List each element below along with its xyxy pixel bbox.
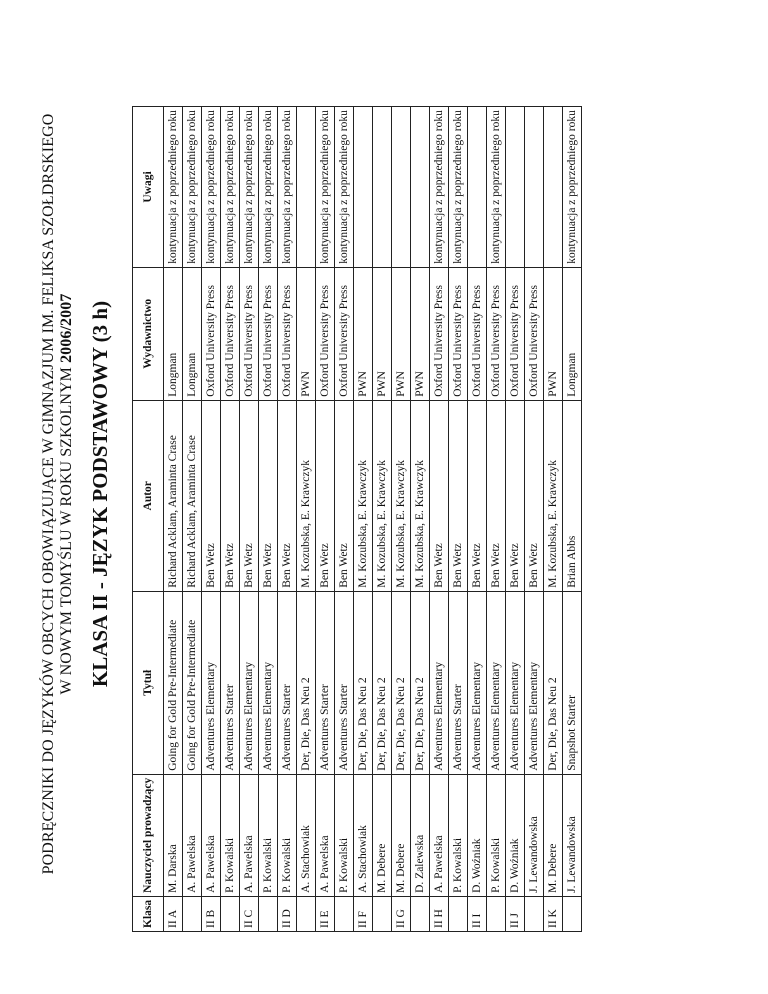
cell-uwagi: kontynuacja z poprzedniego roku: [164, 107, 183, 268]
cell-tytul: Adventures Elementary: [468, 591, 487, 774]
document-header: [40, 54, 76, 934]
cell-tytul: Adventures Elementary: [506, 591, 525, 774]
cell-autor: Brian Abbs: [563, 400, 582, 591]
cell-tytul: Snapshot Starter: [563, 591, 582, 774]
cell-wydawnictwo: Oxford University Press: [468, 267, 487, 400]
table-row: [544, 107, 563, 932]
cell-klasa: II G: [392, 896, 411, 931]
table-row: [259, 107, 278, 932]
cell-uwagi: [525, 107, 544, 268]
cell-autor: Ben Wetz: [449, 400, 468, 591]
cell-wydawnictwo: Longman: [183, 267, 202, 400]
table-row: [202, 107, 221, 932]
table-row: [335, 107, 354, 932]
cell-tytul: Adventures Starter: [335, 591, 354, 774]
table-row: [487, 107, 506, 932]
cell-nauczyciel: A. Pawelska: [202, 774, 221, 896]
table-row: [354, 107, 373, 932]
table-row: [297, 107, 316, 932]
cell-wydawnictwo: Oxford University Press: [449, 267, 468, 400]
cell-uwagi: kontynuacja z poprzedniego roku: [278, 107, 297, 268]
cell-wydawnictwo: Oxford University Press: [487, 267, 506, 400]
cell-nauczyciel: J. Lewandowska: [525, 774, 544, 896]
cell-uwagi: [411, 107, 430, 268]
cell-klasa: II C: [240, 896, 259, 931]
cell-uwagi: [392, 107, 411, 268]
cell-autor: Ben Wetz: [335, 400, 354, 591]
table-row: [240, 107, 259, 932]
cell-nauczyciel: D. Woźniak: [468, 774, 487, 896]
cell-wydawnictwo: Oxford University Press: [221, 267, 240, 400]
cell-nauczyciel: M. Darska: [164, 774, 183, 896]
cell-klasa: II I: [468, 896, 487, 931]
table-row: [221, 107, 240, 932]
cell-uwagi: [297, 107, 316, 268]
cell-klasa: [449, 896, 468, 931]
cell-klasa: II J: [506, 896, 525, 931]
cell-uwagi: kontynuacja z poprzedniego roku: [183, 107, 202, 268]
cell-autor: Ben Wetz: [221, 400, 240, 591]
cell-wydawnictwo: Oxford University Press: [506, 267, 525, 400]
cell-nauczyciel: P. Kowalski: [487, 774, 506, 896]
school-year: 2006/2007: [58, 293, 75, 363]
cell-klasa: [297, 896, 316, 931]
table-row: [373, 107, 392, 932]
table-row: [183, 107, 202, 932]
header-autor: Autor: [133, 400, 164, 591]
cell-wydawnictwo: Oxford University Press: [240, 267, 259, 400]
cell-uwagi: kontynuacja z poprzedniego roku: [563, 107, 582, 268]
table-header-row: [133, 107, 164, 932]
cell-klasa: II E: [316, 896, 335, 931]
cell-klasa: [487, 896, 506, 931]
cell-nauczyciel: A. Pawelska: [183, 774, 202, 896]
cell-wydawnictwo: Oxford University Press: [430, 267, 449, 400]
cell-tytul: Adventures Starter: [316, 591, 335, 774]
cell-tytul: Going for Gold Pre-Intermediate: [183, 591, 202, 774]
cell-nauczyciel: M. Debere: [373, 774, 392, 896]
cell-tytul: Adventures Elementary: [240, 591, 259, 774]
cell-klasa: II A: [164, 896, 183, 931]
table-row: [164, 107, 183, 932]
header-line-2: [58, 54, 76, 934]
cell-tytul: Adventures Starter: [221, 591, 240, 774]
cell-tytul: Adventures Starter: [449, 591, 468, 774]
cell-autor: M. Kozubska, E. Krawczyk: [392, 400, 411, 591]
cell-autor: Richard Acklam, Araminta Crase: [164, 400, 183, 591]
cell-nauczyciel: A. Pawelska: [240, 774, 259, 896]
cell-uwagi: kontynuacja z poprzedniego roku: [449, 107, 468, 268]
cell-tytul: Der, Die, Das Neu 2: [392, 591, 411, 774]
cell-tytul: Adventures Elementary: [430, 591, 449, 774]
cell-nauczyciel: P. Kowalski: [449, 774, 468, 896]
cell-tytul: Going for Gold Pre-Intermediate: [164, 591, 183, 774]
cell-tytul: Adventures Starter: [278, 591, 297, 774]
table-row: [392, 107, 411, 932]
cell-uwagi: kontynuacja z poprzedniego roku: [202, 107, 221, 268]
cell-uwagi: [544, 107, 563, 268]
cell-wydawnictwo: Oxford University Press: [335, 267, 354, 400]
cell-wydawnictwo: Oxford University Press: [259, 267, 278, 400]
table-row: [468, 107, 487, 932]
cell-autor: M. Kozubska, E. Krawczyk: [354, 400, 373, 591]
cell-autor: Ben Wetz: [468, 400, 487, 591]
cell-nauczyciel: A. Pawelska: [430, 774, 449, 896]
table-row: [506, 107, 525, 932]
cell-uwagi: [373, 107, 392, 268]
header-wydawnictwo: Wydawnictwo: [133, 267, 164, 400]
cell-autor: Ben Wetz: [430, 400, 449, 591]
cell-wydawnictwo: PWN: [354, 267, 373, 400]
cell-nauczyciel: J. Lewandowska: [563, 774, 582, 896]
cell-wydawnictwo: Oxford University Press: [278, 267, 297, 400]
cell-autor: M. Kozubska, E. Krawczyk: [297, 400, 316, 591]
cell-autor: Ben Wetz: [525, 400, 544, 591]
cell-tytul: Der, Die, Das Neu 2: [544, 591, 563, 774]
header-tytul: Tytuł: [133, 591, 164, 774]
cell-klasa: [221, 896, 240, 931]
cell-autor: Ben Wetz: [202, 400, 221, 591]
cell-klasa: [563, 896, 582, 931]
cell-tytul: Der, Die, Das Neu 2: [297, 591, 316, 774]
cell-uwagi: kontynuacja z poprzedniego roku: [487, 107, 506, 268]
cell-autor: Ben Wetz: [316, 400, 335, 591]
cell-wydawnictwo: Longman: [164, 267, 183, 400]
table-row: [563, 107, 582, 932]
header-line-1: PODRĘCZNIKI DO JĘZYKÓW OBCYCH OBOWIĄZUJĄCE W GIMNAZJUM IM. FELIKSA SZOŁDRSKIEGO: [40, 113, 57, 875]
cell-klasa: [373, 896, 392, 931]
cell-uwagi: kontynuacja z poprzedniego roku: [430, 107, 449, 268]
cell-wydawnictwo: Oxford University Press: [525, 267, 544, 400]
table-row: [430, 107, 449, 932]
cell-nauczyciel: P. Kowalski: [259, 774, 278, 896]
cell-wydawnictwo: PWN: [392, 267, 411, 400]
cell-tytul: Adventures Elementary: [259, 591, 278, 774]
table-row: [411, 107, 430, 932]
cell-klasa: [411, 896, 430, 931]
cell-autor: M. Kozubska, E. Krawczyk: [411, 400, 430, 591]
table-row: [525, 107, 544, 932]
cell-wydawnictwo: Oxford University Press: [316, 267, 335, 400]
cell-wydawnictwo: PWN: [373, 267, 392, 400]
cell-uwagi: [354, 107, 373, 268]
cell-tytul: Der, Die, Das Neu 2: [354, 591, 373, 774]
cell-klasa: II D: [278, 896, 297, 931]
header-line-2-text: W NOWYM TOMYŚLU W ROKU SZKOLNYM: [58, 362, 75, 695]
cell-nauczyciel: P. Kowalski: [221, 774, 240, 896]
cell-klasa: II H: [430, 896, 449, 931]
cell-tytul: Der, Die, Das Neu 2: [411, 591, 430, 774]
cell-uwagi: kontynuacja z poprzedniego roku: [240, 107, 259, 268]
cell-wydawnictwo: Oxford University Press: [202, 267, 221, 400]
cell-nauczyciel: M. Debere: [392, 774, 411, 896]
header-uwagi: Uwagi: [133, 107, 164, 268]
cell-nauczyciel: A. Stachowiak: [297, 774, 316, 896]
cell-tytul: Adventures Elementary: [202, 591, 221, 774]
cell-tytul: Adventures Elementary: [487, 591, 506, 774]
cell-uwagi: [468, 107, 487, 268]
cell-wydawnictwo: Longman: [563, 267, 582, 400]
cell-autor: Richard Acklam, Araminta Crase: [183, 400, 202, 591]
cell-autor: Ben Wetz: [240, 400, 259, 591]
cell-uwagi: kontynuacja z poprzedniego roku: [335, 107, 354, 268]
cell-nauczyciel: M. Debere: [544, 774, 563, 896]
table-row: [316, 107, 335, 932]
cell-uwagi: kontynuacja z poprzedniego roku: [221, 107, 240, 268]
cell-nauczyciel: P. Kowalski: [278, 774, 297, 896]
cell-klasa: [183, 896, 202, 931]
cell-autor: M. Kozubska, E. Krawczyk: [544, 400, 563, 591]
cell-uwagi: kontynuacja z poprzedniego roku: [259, 107, 278, 268]
cell-nauczyciel: D. Woźniak: [506, 774, 525, 896]
cell-klasa: [335, 896, 354, 931]
cell-wydawnictwo: PWN: [297, 267, 316, 400]
cell-autor: Ben Wetz: [278, 400, 297, 591]
cell-uwagi: [506, 107, 525, 268]
cell-klasa: II K: [544, 896, 563, 931]
cell-nauczyciel: A. Pawelska: [316, 774, 335, 896]
cell-tytul: Der, Die, Das Neu 2: [373, 591, 392, 774]
cell-klasa: [259, 896, 278, 931]
cell-nauczyciel: P. Kowalski: [335, 774, 354, 896]
table-row: [449, 107, 468, 932]
cell-klasa: [525, 896, 544, 931]
cell-klasa: II B: [202, 896, 221, 931]
cell-wydawnictwo: PWN: [544, 267, 563, 400]
cell-uwagi: kontynuacja z poprzedniego roku: [316, 107, 335, 268]
cell-autor: Ben Wetz: [259, 400, 278, 591]
cell-nauczyciel: D. Zalewska: [411, 774, 430, 896]
page-title: KLASA II - JĘZYK PODSTAWOWY (3 h): [88, 300, 112, 688]
cell-autor: Ben Wetz: [487, 400, 506, 591]
header-klasa: Klasa: [133, 896, 164, 931]
cell-wydawnictwo: PWN: [411, 267, 430, 400]
cell-tytul: Adventures Elementary: [525, 591, 544, 774]
cell-nauczyciel: A. Stachowiak: [354, 774, 373, 896]
cell-autor: Ben Wetz: [506, 400, 525, 591]
header-nauczyciel: Nauczyciel prowadzący: [133, 774, 164, 896]
cell-autor: M. Kozubska, E. Krawczyk: [373, 400, 392, 591]
cell-klasa: II F: [354, 896, 373, 931]
textbook-table: [132, 106, 582, 932]
table-row: [278, 107, 297, 932]
